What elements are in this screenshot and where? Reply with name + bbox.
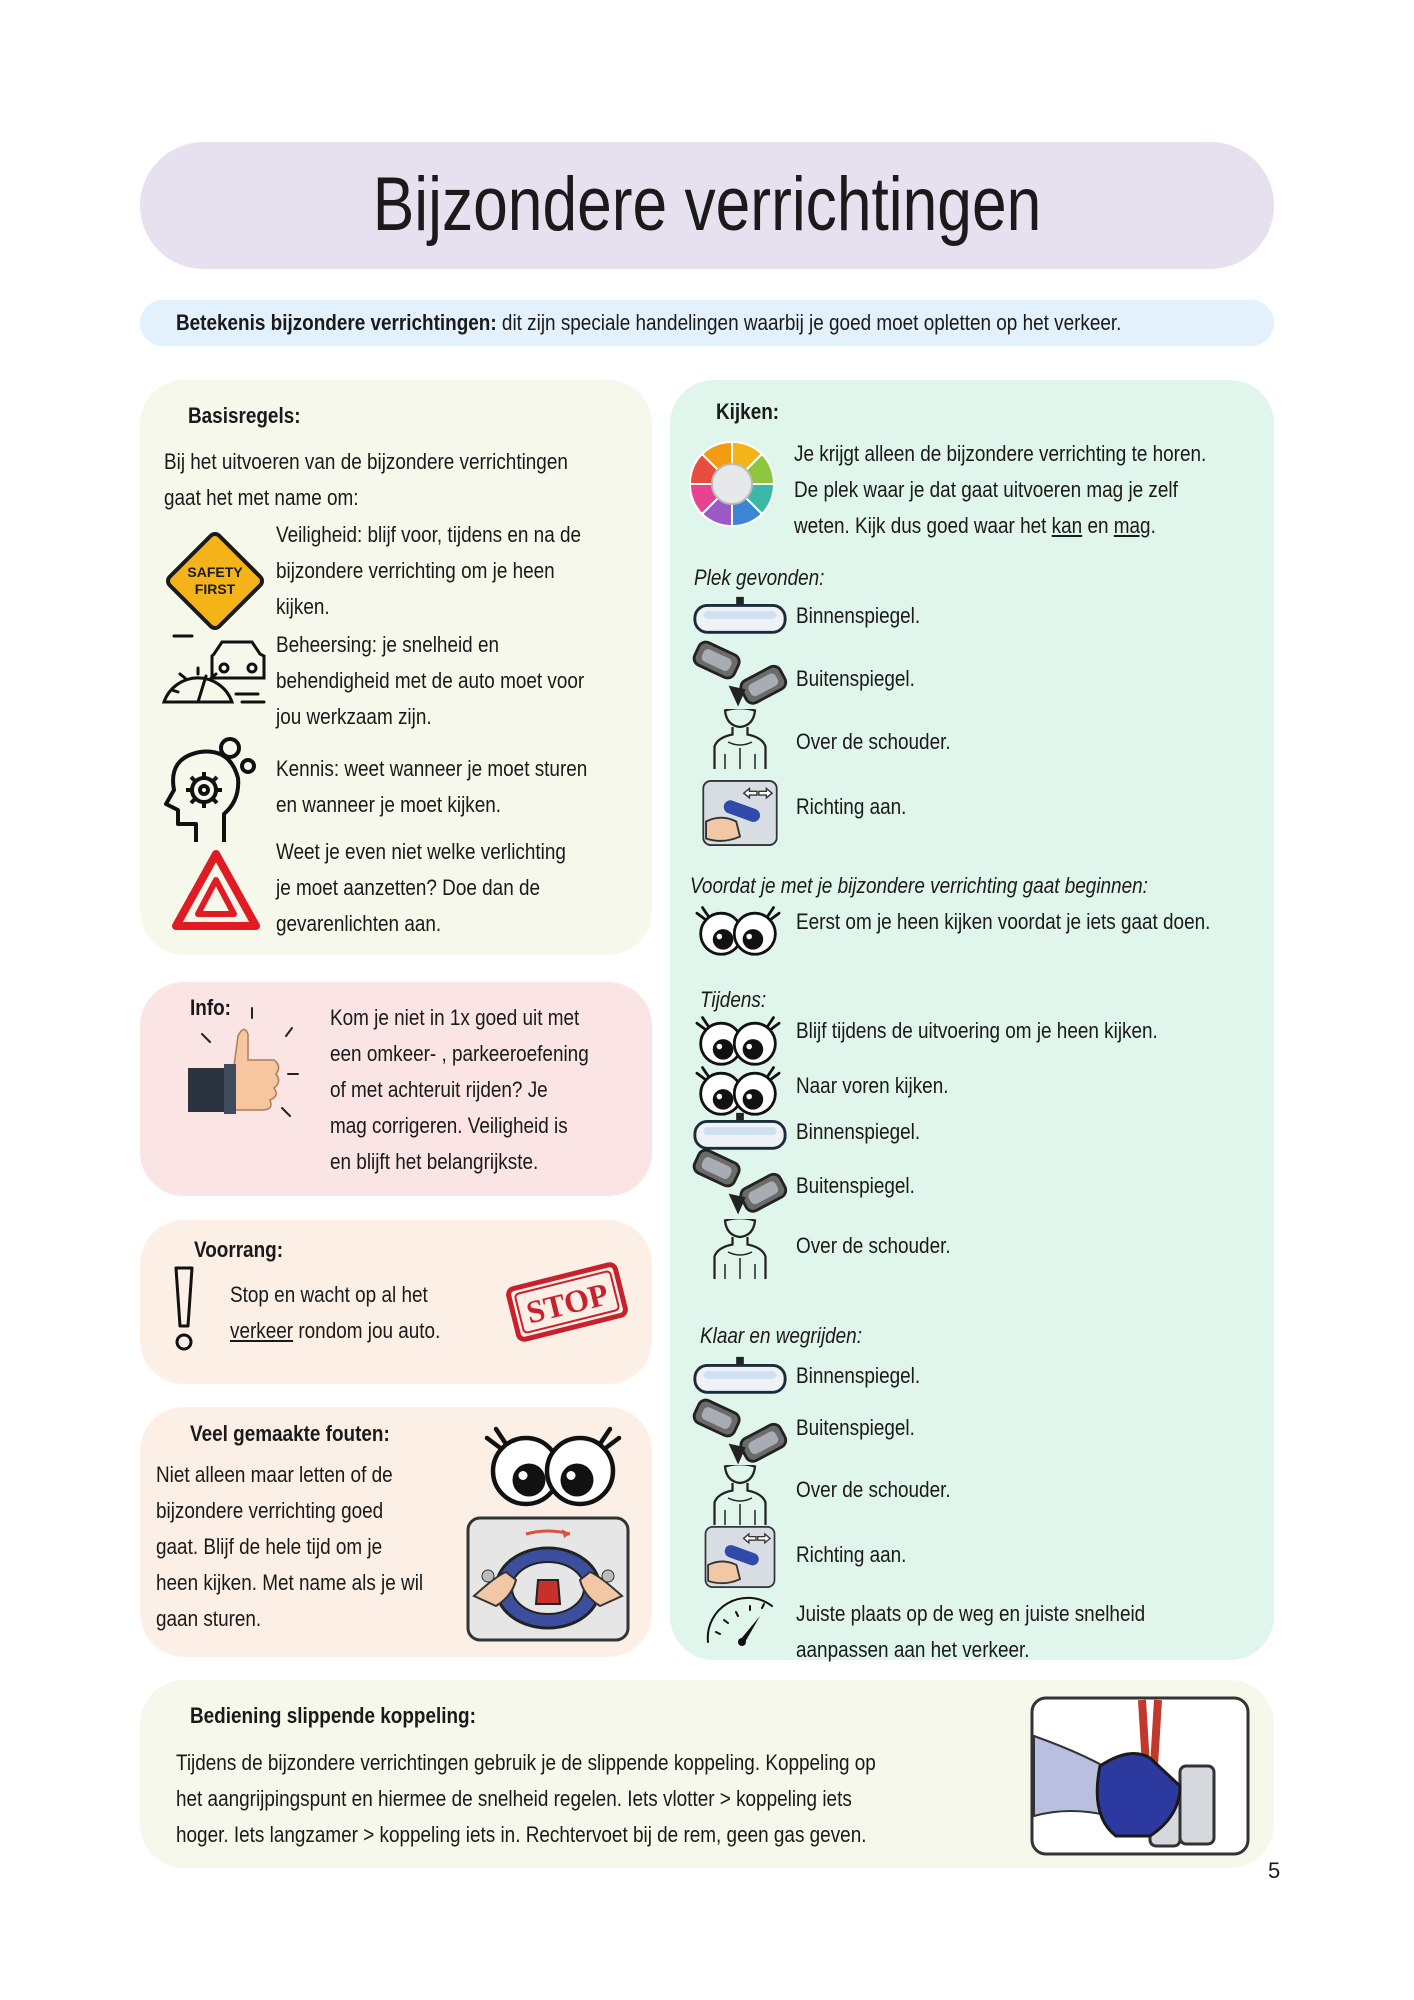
tijdens-heading: Tijdens: xyxy=(700,987,767,1012)
cartoon-eyes-icon xyxy=(690,1012,786,1068)
veiligheid-line-1: Veiligheid: blijf voor, tijdens en na de xyxy=(276,522,582,547)
laatste-line-1: Juiste plaats op de weg en juiste snelheid xyxy=(796,1601,1146,1626)
voorrang-line-1: Stop en wacht op al het xyxy=(230,1282,428,1307)
rearview-mirror-icon xyxy=(692,1356,788,1396)
speed-gauge-icon xyxy=(704,1596,776,1648)
voorrang-line-2-rest: rondom jou auto. xyxy=(293,1318,441,1343)
plek-item-3: Over de schouder. xyxy=(796,729,951,754)
definition-text xyxy=(176,305,1121,341)
stop-stamp-text: STOP xyxy=(522,1275,612,1331)
fouten-line-3: gaat. Blijf de hele tijd om je xyxy=(156,1534,383,1559)
safety-sign-text-2: FIRST xyxy=(194,581,236,597)
fouten-line-4: heen kijken. Met name als je wil xyxy=(156,1570,424,1595)
definition-body: dit zijn speciale handelingen waarbij je goed moet opletten op het verkeer. xyxy=(496,310,1122,335)
fouten-line-5: gaan sturen. xyxy=(156,1606,262,1631)
koppeling-line-1: Tijdens de bijzondere verrichtingen gebruik je de slippende koppeling. Koppeling op xyxy=(176,1750,876,1775)
beheersing-line-2: behendigheid met de auto moet voor xyxy=(276,668,585,693)
veiligheid-line-3: kijken. xyxy=(276,594,330,619)
klaar-item-2: Buitenspiegel. xyxy=(796,1415,915,1440)
veiligheid-line-2: bijzondere verrichting om je heen xyxy=(276,558,555,583)
cartoon-eyes-icon xyxy=(478,1420,628,1510)
plek-item-2: Buitenspiegel. xyxy=(796,666,915,691)
voorrang-line-2 xyxy=(230,1313,440,1349)
info-line-2: een omkeer- , parkeeroefening xyxy=(330,1041,589,1066)
kijken-intro-3a: weten. Kijk dus goed waar het xyxy=(794,513,1052,538)
kijken-mag: mag xyxy=(1113,513,1151,538)
info-line-5: en blijft het belangrijkste. xyxy=(330,1149,539,1174)
voordat-heading: Voordat je met je bijzondere verrichting gaat beginnen: xyxy=(690,873,1148,898)
shoulder-person-icon xyxy=(710,1462,770,1528)
klaar-heading: Klaar en wegrijden: xyxy=(700,1323,862,1348)
exclamation-icon xyxy=(172,1266,196,1356)
turn-signal-hand-icon xyxy=(700,780,780,846)
kijken-kan: kan xyxy=(1051,513,1083,538)
kijken-heading: Kijken: xyxy=(716,399,780,424)
klaar-item-3: Over de schouder. xyxy=(796,1477,951,1502)
kennis-line-1: Kennis: weet wanneer je moet sturen xyxy=(276,756,588,781)
side-mirror-icon xyxy=(692,1148,788,1224)
kijken-intro-3 xyxy=(794,508,1156,544)
shoulder-person-icon xyxy=(710,1216,770,1282)
info-line-3: of met achteruit rijden? Je xyxy=(330,1077,548,1102)
verlichting-line-3: gevarenlichten aan. xyxy=(276,911,442,936)
basisregels-heading: Basisregels: xyxy=(188,403,301,428)
tijdens-item-5: Over de schouder. xyxy=(796,1233,951,1258)
info-heading: Info: xyxy=(190,995,231,1020)
verlichting-line-2: je moet aanzetten? Doe dan de xyxy=(276,875,541,900)
kijken-intro-3c: en xyxy=(1082,513,1114,538)
tijdens-item-3: Binnenspiegel. xyxy=(796,1119,921,1144)
kijken-intro-1: Je krijgt alleen de bijzondere verrichting te horen. xyxy=(794,441,1207,466)
klaar-item-1: Binnenspiegel. xyxy=(796,1363,921,1388)
hazard-triangle-icon xyxy=(172,850,260,930)
side-mirror-icon xyxy=(692,640,788,716)
plek-heading: Plek gevonden: xyxy=(694,565,825,590)
page-title: Bijzondere verrichtingen xyxy=(372,162,1042,247)
basisregels-intro-2: gaat het met name om: xyxy=(164,485,359,510)
safety-sign-text-1: SAFETY xyxy=(187,564,243,580)
head-gears-icon xyxy=(160,734,260,844)
speedometer-car-icon xyxy=(158,632,268,712)
plek-item-1: Binnenspiegel. xyxy=(796,603,921,628)
tijdens-item-4: Buitenspiegel. xyxy=(796,1173,915,1198)
fouten-line-1: Niet alleen maar letten of de xyxy=(156,1462,393,1487)
safety-first-sign-icon xyxy=(160,526,270,636)
kijken-intro-2: De plek waar je dat gaat uitvoeren mag je zelf xyxy=(794,477,1178,502)
klaar-item-4: Richting aan. xyxy=(796,1542,907,1567)
beheersing-line-3: jou werkzaam zijn. xyxy=(276,704,432,729)
stop-stamp-icon xyxy=(504,1262,630,1342)
basisregels-intro-1: Bij het uitvoeren van de bijzondere verrichtingen xyxy=(164,449,568,474)
koppeling-line-2: het aangrijpingspunt en hiermee de snelheid regelen. Iets vlotter > koppeling iets xyxy=(176,1786,852,1811)
voordat-text: Eerst om je heen kijken voordat je iets gaat doen. xyxy=(796,909,1211,934)
turn-signal-hand-icon xyxy=(700,1526,780,1588)
pedals-foot-icon xyxy=(1030,1696,1250,1856)
voorrang-underlined-word: verkeer xyxy=(230,1318,294,1343)
koppeling-line-3: hoger. Iets langzamer > koppeling iets in. Rechtervoet bij de rem, geen gas geven. xyxy=(176,1822,867,1847)
cartoon-eyes-icon xyxy=(690,1062,786,1118)
color-wheel-icon xyxy=(688,440,776,528)
fouten-line-2: bijzondere verrichting goed xyxy=(156,1498,384,1523)
cartoon-eyes-icon xyxy=(690,902,786,958)
kennis-line-2: en wanneer je moet kijken. xyxy=(276,792,502,817)
tijdens-item-2: Naar voren kijken. xyxy=(796,1073,949,1098)
rearview-mirror-icon xyxy=(692,1112,788,1152)
voorrang-heading: Voorrang: xyxy=(194,1237,283,1262)
rearview-mirror-icon xyxy=(692,596,788,636)
plek-item-4: Richting aan. xyxy=(796,794,907,819)
page-number: 5 xyxy=(1268,1858,1281,1883)
tijdens-item-1: Blijf tijdens de uitvoering om je heen kijken. xyxy=(796,1018,1158,1043)
kijken-intro-3e: . xyxy=(1150,513,1156,538)
info-line-1: Kom je niet in 1x goed uit met xyxy=(330,1005,580,1030)
verlichting-line-1: Weet je even niet welke verlichting xyxy=(276,839,566,864)
laatste-line-2: aanpassen aan het verkeer. xyxy=(796,1637,1030,1662)
shoulder-person-icon xyxy=(710,706,770,772)
info-line-4: mag corrigeren. Veiligheid is xyxy=(330,1113,568,1138)
steering-wheel-hands-icon xyxy=(466,1516,630,1642)
fouten-heading: Veel gemaakte fouten: xyxy=(190,1421,390,1446)
koppeling-heading: Bediening slippende koppeling: xyxy=(190,1703,476,1728)
thumbs-up-icon xyxy=(182,1004,312,1134)
definition-label: Betekenis bijzondere verrichtingen: xyxy=(176,310,497,335)
beheersing-line-1: Beheersing: je snelheid en xyxy=(276,632,499,657)
